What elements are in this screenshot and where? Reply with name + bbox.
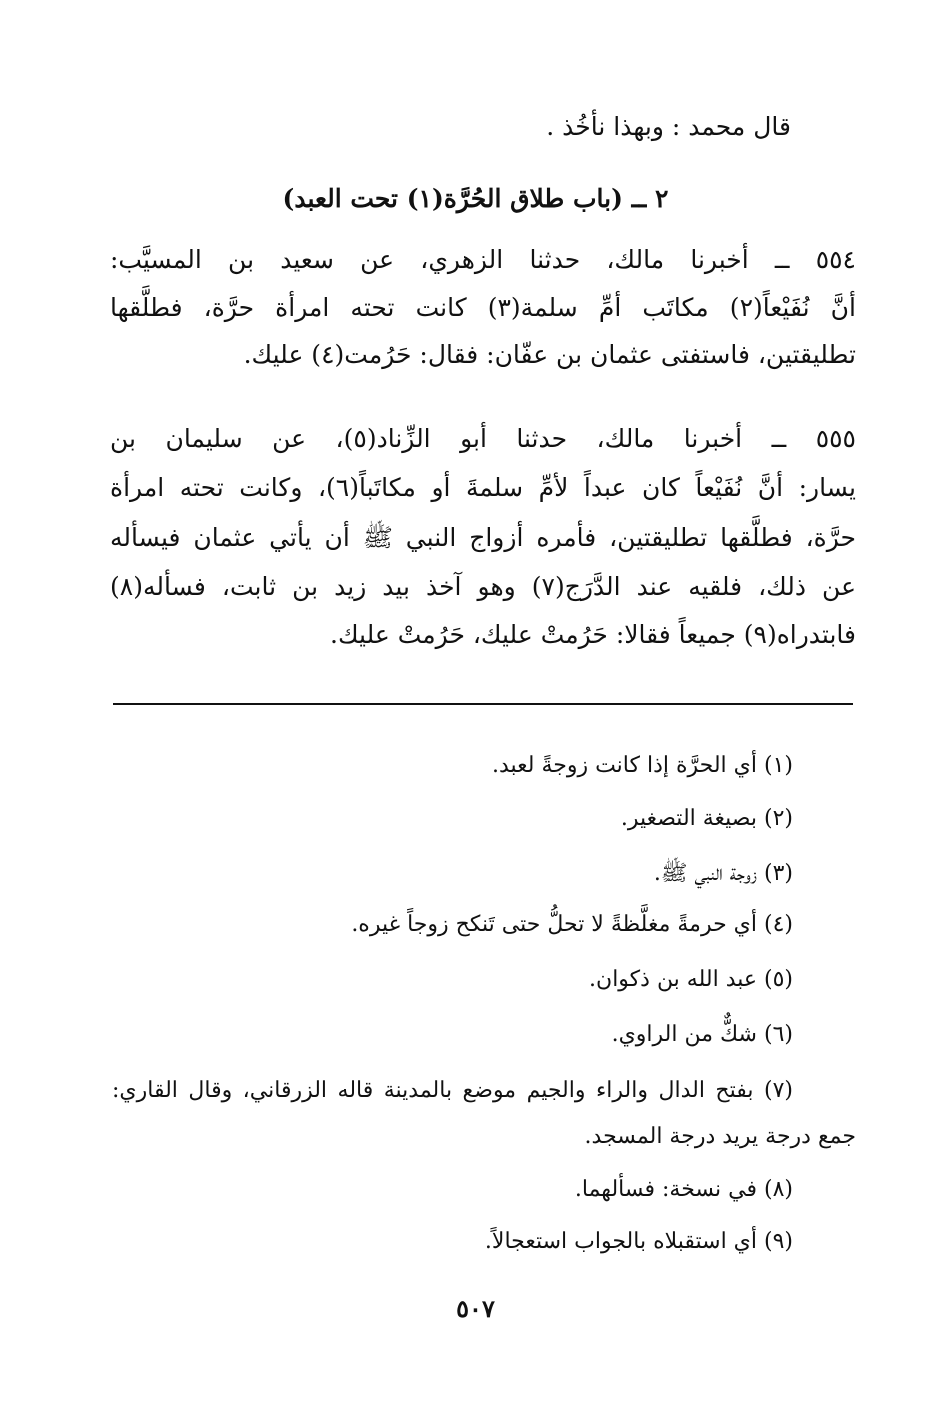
- footnote-separator: [113, 703, 853, 705]
- hadith-555-line-5: فابتدراه(٩) جميعاً فقالا: حَرُمتْ عليك، حَرُمتْ عليك.: [330, 620, 856, 649]
- hadith-555-line-1: ٥٥٥ ــ أخبرنا مالك، حدثنا أبو الزِّناد(٥)، عن سليمان بن: [110, 424, 856, 453]
- chapter-heading: ٢ ــ (باب طلاق الحُرَّة(١) تحت العبد): [282, 184, 669, 213]
- hadith-555-line-4: عن ذلك، فلقيه عند الدَّرَج(٧) وهو آخذ بيد زيد بن ثابت، فسأله(٨): [110, 572, 856, 601]
- footnote-2: (٢) بصيغة التصغير.: [620, 806, 793, 831]
- footnote-3: (٣) زوجة النبي ﷺ.: [653, 861, 793, 886]
- hadith-555-line-2: يسار: أنَّ نُفَيْعاً كان عبداً لأمِّ سلمةَ أو مكاتَباً(٦)، وكانت تحته امرأة: [110, 473, 856, 502]
- hadith-554-line-1: ٥٥٤ ــ أخبرنا مالك، حدثنا الزهري، عن سعيد بن المسيَّب:: [110, 245, 856, 274]
- hadith-555-line-3: حرَّة، فطلَّقها تطليقتين، فأمره أزواج النبي ﷺ أن يأتي عثمان فيسأله: [110, 523, 856, 552]
- footnote-8: (٨) في نسخة: فسألهما.: [574, 1177, 793, 1202]
- page-number: ٥٠٧: [456, 1294, 495, 1323]
- footnote-7-line-2: جمع درجة يريد درجة المسجد.: [584, 1124, 856, 1149]
- footnote-4: (٤) أي حرمةً مغلَّظةً لا تحلُّ حتى تَنكح زوجاً غيره.: [351, 912, 793, 937]
- hadith-554-line-2: أنَّ نُفَيْعاً(٢) مكاتَب أمِّ سلمة(٣) كانت تحته امرأة حرَّة، فطلَّقها: [110, 293, 856, 322]
- footnote-9: (٩) أي استقبلاه بالجواب استعجالاً.: [484, 1229, 793, 1254]
- footnote-7-line-1: (٧) بفتح الدال والراء والجيم موضع بالمدينة قاله الزرقاني، وقال القاري:: [112, 1078, 793, 1103]
- closing-line: قال محمد : وبهذا نأخُذ .: [546, 112, 791, 141]
- footnote-1: (١) أي الحرَّة إذا كانت زوجةً لعبد.: [491, 753, 793, 778]
- hadith-554-line-3: تطليقتين، فاستفتى عثمان بن عفّان: فقال: حَرُمت(٤) عليك.: [243, 340, 856, 369]
- footnote-5: (٥) عبد الله بن ذكوان.: [589, 967, 793, 992]
- footnote-6: (٦) شكٌّ من الراوي.: [611, 1022, 793, 1047]
